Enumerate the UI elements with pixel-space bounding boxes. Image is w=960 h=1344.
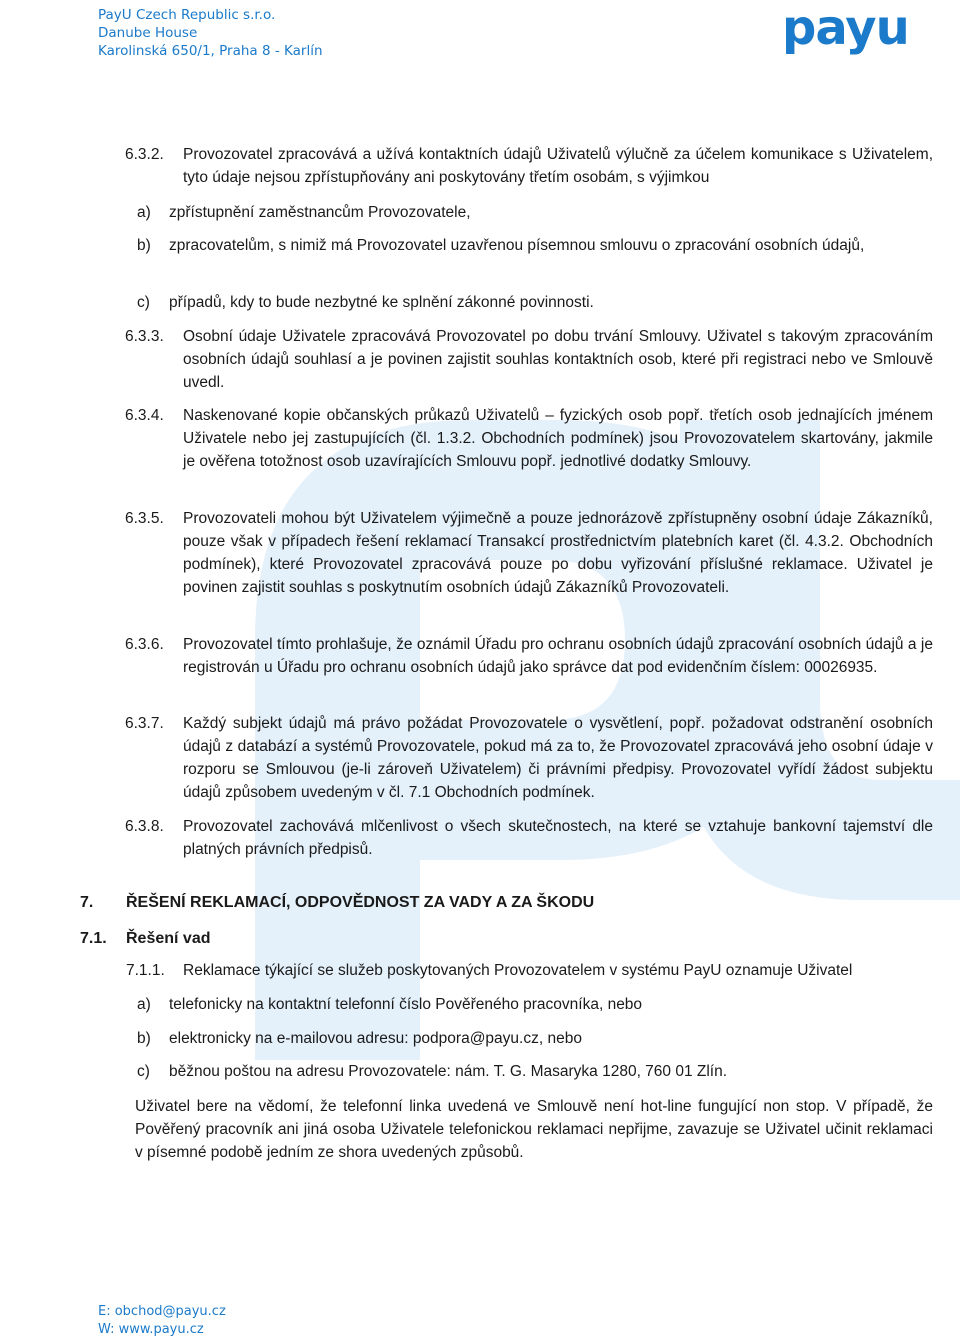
section-text: Provozovatel zpracovává a užívá kontaktních údajů Uživatelů výlučně za účelem komunikace s Uživatelem, tyto údaje nejsou zpřístupňovány ani poskytovány třetím osobám, s výjimkou — [183, 146, 933, 186]
section-text: Provozovatel tímto prohlašuje, že oznámil Úřadu pro ochranu osobních údajů zpracování osobních údajů a je registrován u Úřadu pro ochranu osobních údajů jako správce dat pod evidenčním číslem: 00026935. — [183, 636, 933, 676]
section-number: 6.3.5. — [125, 510, 164, 527]
section-text: Reklamace týkající se služeb poskytovaných Provozovatelem v systému PayU oznamuje Uživatel — [183, 962, 853, 979]
list-item: případů, kdy to bude nezbytné ke splnění zákonné povinnosti. — [169, 294, 594, 311]
list-letter: c) — [137, 1063, 150, 1080]
street-address: Karolinská 650/1, Praha 8 - Karlín — [98, 43, 323, 59]
section-number: 6.3.6. — [125, 636, 164, 653]
closing-paragraph: Uživatel bere na vědomí, že telefonní linka uvedená ve Smlouvě není hot-line fungující non stop. V případě, že Pověřený pracovník ani jiná osoba Uživatele telefonickou reklamaci nepřijme, zavazuje se Uživatel učinit reklamaci v písemné podobě jedním ze shora uvedených způsobů. — [135, 1098, 933, 1161]
subheading-title: Řešení vad — [126, 930, 211, 947]
heading-title: ŘEŠENÍ REKLAMACÍ, ODPOVĚDNOST ZA VADY A ZA ŠKODU — [126, 894, 595, 911]
list-letter: b) — [137, 237, 151, 254]
section-number: 6.3.4. — [125, 407, 164, 424]
section-number: 6.3.2. — [125, 146, 164, 163]
logo-text: payu — [782, 4, 909, 56]
list-item: elektronicky na e-mailovou adresu: podpora@payu.cz, nebo — [169, 1030, 582, 1047]
building-name: Danube House — [98, 25, 198, 41]
company-name: PayU Czech Republic s.r.o. — [98, 7, 276, 23]
footer-web[interactable]: W: www.payu.cz — [98, 1322, 204, 1337]
section-number: 7.1.1. — [126, 962, 165, 979]
list-letter: a) — [137, 996, 151, 1013]
footer-email[interactable]: E: obchod@payu.cz — [98, 1304, 226, 1319]
list-letter: c) — [137, 294, 150, 311]
company-address-block — [98, 6, 323, 60]
payu-logo — [782, 4, 958, 58]
section-text: Osobní údaje Uživatele zpracovává Provozovatel po dobu trvání Smlouvy. Uživatel s takovým zpracováním osobních údajů souhlasí a je povinen zajistit souhlas kontaktních osob, které při registraci nebo ve Smlouvě uvedl. — [183, 328, 933, 391]
list-item: telefonicky na kontaktní telefonní číslo Pověřeného pracovníka, nebo — [169, 996, 643, 1013]
list-letter: b) — [137, 1030, 151, 1047]
section-number: 6.3.3. — [125, 328, 164, 345]
list-letter: a) — [137, 204, 151, 221]
heading-number: 7. — [80, 894, 94, 911]
list-item: zpřístupnění zaměstnancům Provozovatele, — [169, 204, 471, 221]
subheading-number: 7.1. — [80, 930, 107, 947]
section-text: Každý subjekt údajů má právo požádat Provozovatele o vysvětlení, popř. požadovat odstranění osobních údajů z databází a systémů Provozovatele, pokud má za to, že Provozovatel zpracovává jeho osobní údaje v rozporu se Smlouvou (je-li zároveň Uživatelem) či právními předpisy. Provozovatel vyřídí žádost subjektu údajů způsobem uvedeným v čl. 7.1 Obchodních podmínek. — [183, 715, 933, 801]
section-text: Provozovatel zachovává mlčenlivost o všech skutečnostech, na které se vztahuje bankovní tajemství dle platných právních předpisů. — [183, 818, 933, 858]
section-text: Naskenované kopie občanských průkazů Uživatelů – fyzických osob popř. třetích osob jednajících jménem Uživatele nebo jej zastupujících (čl. 1.3.2. Obchodních podmínek) jsou Provozovatelem skartovány, jakmile je ověřena totožnost osob uzavírajících Smlouvu popř. jednotlivé dodatky Smlouvy. — [183, 407, 933, 470]
section-number: 6.3.7. — [125, 715, 164, 732]
footer-contact — [98, 1303, 226, 1339]
section-text: Provozovateli mohou být Uživatelem výjimečně a pouze jednorázově zpřístupněny osobní údaje Zákazníků, pouze však v případech řešení reklamací Transakcí prostřednictvím platebních karet (čl. 4.3.2. Obchodních podmínek), které Provozovatel zpracovává pouze po dobu vyřizování příslušné reklamace. Uživatel je povinen zajistit souhlas s poskytnutím osobních údajů Zákazníků Provozovateli. — [183, 510, 933, 596]
list-item: zpracovatelům, s nimiž má Provozovatel uzavřenou písemnou smlouvu o zpracování osobních údajů, — [169, 237, 865, 254]
section-number: 6.3.8. — [125, 818, 164, 835]
list-item: běžnou poštou na adresu Provozovatele: nám. T. G. Masaryka 1280, 760 01 Zlín. — [169, 1063, 728, 1080]
